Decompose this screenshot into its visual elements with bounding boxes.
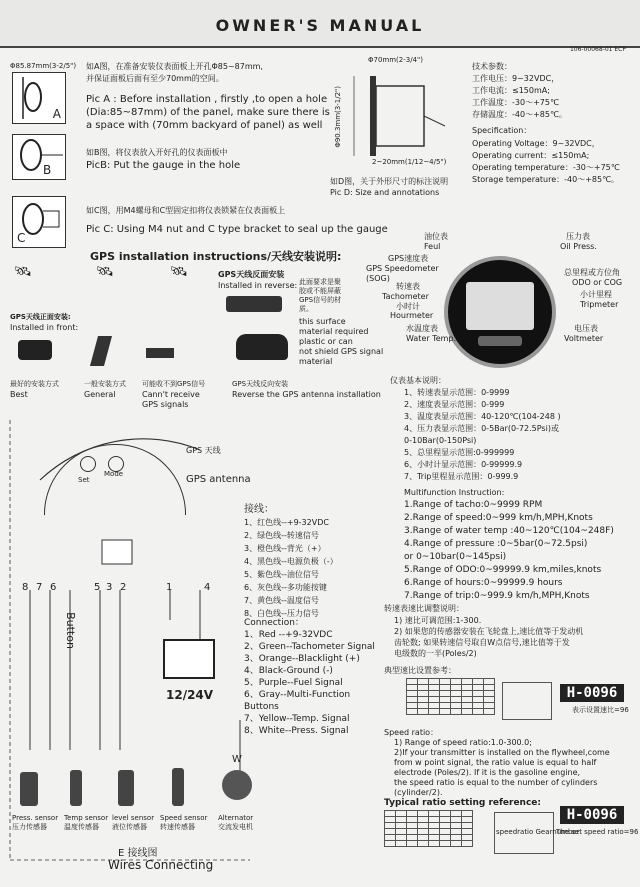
gps-reverse-title-cn: GPS天线反面安装	[218, 270, 285, 279]
dimension-diameter-90: Φ90.3mm(3-1/2")	[334, 86, 342, 148]
ratio-title-cn: 转速表速比调整说明：	[384, 604, 464, 613]
gauge-indicator	[478, 336, 522, 346]
ratio-lcd-cn: H-0096	[560, 684, 624, 702]
ratio-table-title-cn: 典型速比设置参考：	[384, 666, 456, 675]
ranges-list-en	[404, 500, 614, 602]
spec-cn: 工作电压：9~32VDC，	[472, 74, 560, 83]
step-a-en-1: Pic A : Before installation , firstly ,to open a hole	[86, 94, 328, 105]
gps-cap-best-en: Best	[10, 390, 28, 399]
ratio-lcd-caption-cn: 表示设置速比=96	[572, 706, 629, 714]
range-cn: 1、转速表显示范围：0-9999	[404, 388, 510, 397]
gps-reverse-title-en: Installed in reverse:	[218, 281, 298, 290]
step-c-cn: 如C图，用M4螺母和C型固定扣将仪表锁紧在仪表面板上	[86, 206, 286, 215]
label-speed-cn: GPS速度表	[388, 254, 429, 263]
step-a-cn-2: 并保证面板后面有至少70mm的空间。	[86, 74, 224, 83]
step-a-en-2: (Dia:85~87mm) of the panel, make sure there is	[86, 107, 330, 118]
gps-note-cn-3: GPS信号的材	[299, 296, 342, 304]
hole-dimension: Φ85.87mm(3-2/5")	[10, 62, 77, 70]
label-trip-en: Tripmeter	[580, 300, 619, 309]
gps-heading: GPS installation instructions/天线安装说明:	[90, 250, 342, 263]
wire-cn: 8、白色线--压力信号	[244, 609, 319, 618]
ratio-title-en: Speed ratio：	[384, 728, 439, 737]
ratio-cn: 2) 如果您的传感器安装在飞轮盘上,速比值等于发动机	[394, 627, 584, 636]
wire-en: 5、Purple--Fuel Signal	[244, 678, 343, 688]
ratio-table-en	[384, 810, 473, 847]
gps-cap-reverse-en: Reverse the GPS antenna installation	[232, 390, 381, 399]
ratio-cn: 1) 速比可调范围:1-300.	[394, 616, 482, 625]
ratio-lcd-caption-en: The set speed ratio=96	[556, 828, 639, 836]
pic-d-caption-en: Pic D: Size and annotations	[330, 188, 440, 197]
wire-cn: 3、橙色线--背光（+）	[244, 544, 326, 553]
sensor-en: Press. sensor	[12, 814, 59, 822]
ratio-table	[384, 810, 473, 847]
multifunction-gauge	[444, 256, 556, 368]
wire-pin: 6	[50, 582, 57, 593]
wire-en: 3、Orange--Blacklight (+)	[244, 654, 360, 664]
gps-antenna-bad	[146, 348, 174, 358]
sensor-speed	[160, 814, 207, 832]
sensor-en: Alternator	[218, 814, 254, 822]
label-speed-en-2: (SOG)	[366, 274, 390, 283]
range-cn: 4、压力表显示范围：0-5Bar(0-72.5Psi)或	[404, 424, 559, 433]
gps-cap-bad-en-2: GPS signals	[142, 400, 189, 409]
wire-en: 8、White--Press. Signal	[244, 726, 349, 736]
label-fuel-cn: 油位表	[424, 232, 448, 241]
ratio-list-en	[394, 738, 610, 798]
spec-en: Operating temperature：-30～+75℃	[472, 163, 620, 172]
gps-note-en-5: material	[299, 357, 333, 366]
range-cn: 2、速度表显示范围：0-999	[404, 400, 505, 409]
gps-antenna-reverse-mounted	[236, 334, 288, 360]
gps-antenna-best	[18, 340, 52, 360]
wire-pin: 4	[204, 582, 211, 593]
sensor-cn: 温度传感器	[64, 823, 99, 831]
specs-list-cn	[472, 74, 567, 120]
spec-cn: 存储温度：-40～+85℃。	[472, 110, 567, 119]
set-button-label: Set	[78, 476, 90, 484]
document-code: 106-00068-01 ECP	[569, 46, 626, 53]
gps-antenna-general	[90, 336, 112, 366]
wire-pin: 7	[36, 582, 43, 593]
sensor-cn: 液位传感器	[112, 823, 147, 831]
gps-cap-general-cn: 一般安装方式	[84, 380, 126, 388]
ratio-lcd-en: H-0096	[560, 806, 624, 824]
gps-antenna-reverse	[226, 296, 282, 312]
ratio-table	[406, 678, 495, 715]
satellite-icon: 🛰	[96, 264, 114, 280]
sensor-level	[112, 814, 154, 832]
gps-cap-general-en: General	[84, 390, 116, 399]
wiring-caption-cn: E 接线图	[118, 848, 158, 859]
wire-cn: 2、绿色线--转速信号	[244, 531, 319, 540]
ratio-cn-box	[502, 682, 552, 720]
gps-front-title-en: Installed in front:	[10, 323, 79, 332]
range-en: 2.Range of speed:0~999 km/h,MPH,Knots	[404, 513, 593, 523]
gps-note-cn-2: 胶或不能屏蔽	[299, 287, 341, 295]
pic-a-label: A	[52, 107, 61, 121]
spec-en: Operating Voltage：9~32VDC，	[472, 139, 600, 148]
range-en: 3.Range of water temp :40~120℃(104~248F)	[404, 526, 614, 536]
pic-b-drawing	[13, 135, 65, 179]
sensor-temp	[64, 814, 108, 832]
gps-front-title-cn: GPS天线正面安装:	[10, 313, 71, 321]
wire-pin: 8	[22, 582, 29, 593]
speed-sensor-icon	[172, 768, 184, 806]
range-cn: 3、温度表显示范围：40-120℃(104-248 )	[404, 412, 561, 421]
label-speed-en-1: GPS Speedometer	[366, 264, 439, 273]
label-water-en: Water Temp.	[406, 334, 457, 343]
label-volt-cn: 电压表	[574, 324, 598, 333]
ranges-title-en: Multifunction Instruction:	[404, 488, 505, 497]
sensor-en: Temp sensor	[64, 814, 109, 822]
step-c-en: Pic C: Using M4 nut and C type bracket to seal up the gauge	[86, 224, 388, 235]
wiring-caption-en: Wires Connecting	[108, 858, 214, 872]
label-odo-en: ODO or COG	[572, 278, 623, 287]
sensor-cn: 交流发电机	[218, 823, 253, 831]
wire-cn: 4、黑色线--电源负极（-）	[244, 557, 338, 566]
range-en: 6.Range of hours:0~99999.9 hours	[404, 578, 563, 588]
ratio-cn: 电级数的一半(Poles/2)	[394, 649, 477, 658]
dimension-panel-thickness: 2~20mm(1/12~4/5")	[372, 158, 447, 166]
sensor-cn: 压力传感器	[12, 823, 47, 831]
wire-en: 1、Red --+9-32VDC	[244, 630, 333, 640]
ratio-table-title-en: Typical ratio setting reference:	[384, 798, 541, 808]
specs-title-en: Specification：	[472, 126, 532, 135]
gps-note-en-1: this surface	[299, 317, 346, 326]
range-en: 5.Range of ODO:0~99999.9 km,miles,knots	[404, 565, 602, 575]
label-tach-cn: 转速表	[396, 282, 420, 291]
wire-cn: 7、黄色线--温度信号	[244, 596, 319, 605]
battery-voltage: 12/24V	[166, 688, 214, 702]
wire-cn: 6、灰色线--多功能按键	[244, 583, 327, 592]
wire-en: 7、Yellow--Temp. Signal	[244, 714, 350, 724]
sensor-alternator	[218, 814, 253, 832]
ranges-list-cn	[404, 388, 561, 482]
ratio-en: electrode (Poles/2). If it is the gasoline engine,	[394, 768, 581, 777]
label-trip-cn: 小计里程	[580, 290, 612, 299]
range-en: 1.Range of tacho:0~9999 RPM	[404, 500, 543, 510]
range-en: or 0~10bar(0~145psi)	[404, 552, 507, 562]
range-en: 7.Range of trip:0~999.9 km/h,MPH,Knots	[404, 591, 590, 601]
range-en: 4.Range of pressure :0~5bar(0~72.5psi)	[404, 539, 588, 549]
range-cn: 0-10Bar(0-150Psi)	[404, 436, 477, 445]
wire-pin: 1	[166, 582, 173, 593]
sensor-en: Speed sensor	[160, 814, 208, 822]
ratio-en: from w point signal, the ratio value is equal to half	[394, 758, 597, 767]
wire-cn: 5、紫色线--油位信号	[244, 570, 319, 579]
range-cn: 7、Trip里程显示范围：0-999.9	[404, 472, 519, 481]
pic-a	[12, 72, 66, 124]
pic-d-caption-cn: 如D图，关于外形尺寸的标注说明	[330, 177, 449, 186]
gps-cap-bad-cn: 可能收不到GPS信号	[142, 380, 206, 388]
sensor-press	[12, 814, 58, 832]
wire-pin: 2	[120, 582, 127, 593]
wires-list-cn	[244, 518, 338, 619]
satellite-icon: 🛰	[14, 264, 32, 280]
gps-antenna-label-cn: GPS 天线	[186, 446, 221, 455]
label-press-en: Oil Press.	[560, 242, 597, 251]
sensor-en: level sensor	[112, 814, 155, 822]
pic-c	[12, 196, 66, 248]
wires-list-en	[244, 630, 375, 737]
spec-cn: 工作温度：-30～+75℃	[472, 98, 559, 107]
ratio-en: 2)If your transmitter is installed on the flywheel,come	[394, 748, 610, 757]
wire-cn: 1、红色线--+9-32VDC	[244, 518, 329, 527]
ratio-en: the speed ratio is equal to the number of cylinders	[394, 778, 598, 787]
page-title: OWNER'S MANUAL	[215, 16, 425, 35]
gps-cap-bad-en-1: Cann't receive	[142, 390, 200, 399]
step-b-cn: 如B图，将仪表放入开好孔的仪表面板中	[86, 148, 228, 157]
specs-list-en	[472, 139, 620, 185]
label-hour-cn: 小时计	[396, 302, 420, 311]
ratio-en: (cylinder/2).	[394, 788, 443, 797]
specs-title-cn: 技术参数：	[472, 62, 512, 71]
gps-note-cn-4: 质。	[299, 305, 313, 313]
ratio-mini-caption-en: speedratio Gearnumber	[496, 828, 580, 836]
label-hour-en: Hourmeter	[390, 311, 434, 320]
level-sensor-icon	[118, 770, 134, 806]
ratio-table-cn	[406, 678, 495, 715]
wire-en: 2、Green--Tachometer Signal	[244, 642, 375, 652]
pic-d-drawing	[340, 66, 450, 166]
ratio-en: 1) Range of speed ratio:1.0-300.0;	[394, 738, 532, 747]
pic-c-label: C	[17, 231, 26, 245]
set-button[interactable]	[80, 456, 96, 472]
wire-pin: 3	[106, 582, 113, 593]
ranges-title-cn: 仪表基本说明：	[390, 376, 446, 385]
label-fuel-en: Feul	[424, 242, 441, 251]
gps-antenna-label-en: GPS antenna	[186, 474, 251, 485]
wire-en: 4、Black-Ground (-)	[244, 666, 333, 676]
sensor-cn: 转速传感器	[160, 823, 195, 831]
spec-cn: 工作电流：≤150mA;	[472, 86, 550, 95]
alternator-icon	[222, 770, 252, 800]
range-cn: 6、小时计显示范围：0-99999.9	[404, 460, 523, 469]
step-a-cn-1: 如A图，在准备安装仪表面板上开孔Φ85~87mm,	[86, 62, 263, 71]
label-odo-cn: 总里程或方位角	[564, 268, 620, 277]
button-label: Button	[63, 612, 77, 649]
alternator-w-label: W	[232, 754, 242, 765]
gps-note-cn-1: 此面要求是聚	[299, 278, 341, 286]
mode-button-label: Mode	[104, 470, 124, 478]
spec-en: Storage temperature：-40～+85℃。	[472, 175, 620, 184]
gps-note-en-4: not shield GPS signal	[299, 347, 384, 356]
wires-en-title: Connection：	[244, 618, 304, 628]
ratio-cn: 齿轮数; 如果转速信号取自W点信号,速比值等于发	[394, 638, 570, 647]
gps-cap-best-cn: 最好的安装方式	[10, 380, 59, 388]
gps-cap-reverse-cn: GPS天线反向安装	[232, 380, 289, 388]
label-water-cn: 水温度表	[406, 324, 438, 333]
temp-sensor-icon	[70, 770, 82, 806]
gauge-display	[466, 282, 534, 330]
spec-en: Operating current：≤150mA;	[472, 151, 590, 160]
press-sensor-icon	[20, 772, 38, 806]
wire-en: Buttons	[244, 702, 279, 712]
label-volt-en: Voltmeter	[564, 334, 604, 343]
pic-b	[12, 134, 66, 180]
satellite-icon: 🛰	[170, 264, 188, 280]
step-a-en-3: a space with (70mm backyard of panel) as well	[86, 120, 323, 131]
label-press-cn: 压力表	[566, 232, 590, 241]
dimension-diameter-70: Φ70mm(2-3/4")	[368, 56, 423, 64]
label-tach-en: Tachometer	[382, 292, 429, 301]
wire-pin: 5	[94, 582, 101, 593]
gps-note-en-2: material required	[299, 327, 369, 336]
gps-note-en-3: plastic or can	[299, 337, 353, 346]
range-cn: 5、总里程显示范围:0-999999	[404, 448, 515, 457]
wires-cn-title: 接线：	[244, 504, 274, 515]
wire-en: 6、Gray--Multi-Function	[244, 690, 351, 700]
step-b-en: PicB: Put the gauge in the hole	[86, 160, 241, 171]
ratio-list-cn	[394, 616, 583, 659]
pic-b-label: B	[43, 163, 52, 177]
